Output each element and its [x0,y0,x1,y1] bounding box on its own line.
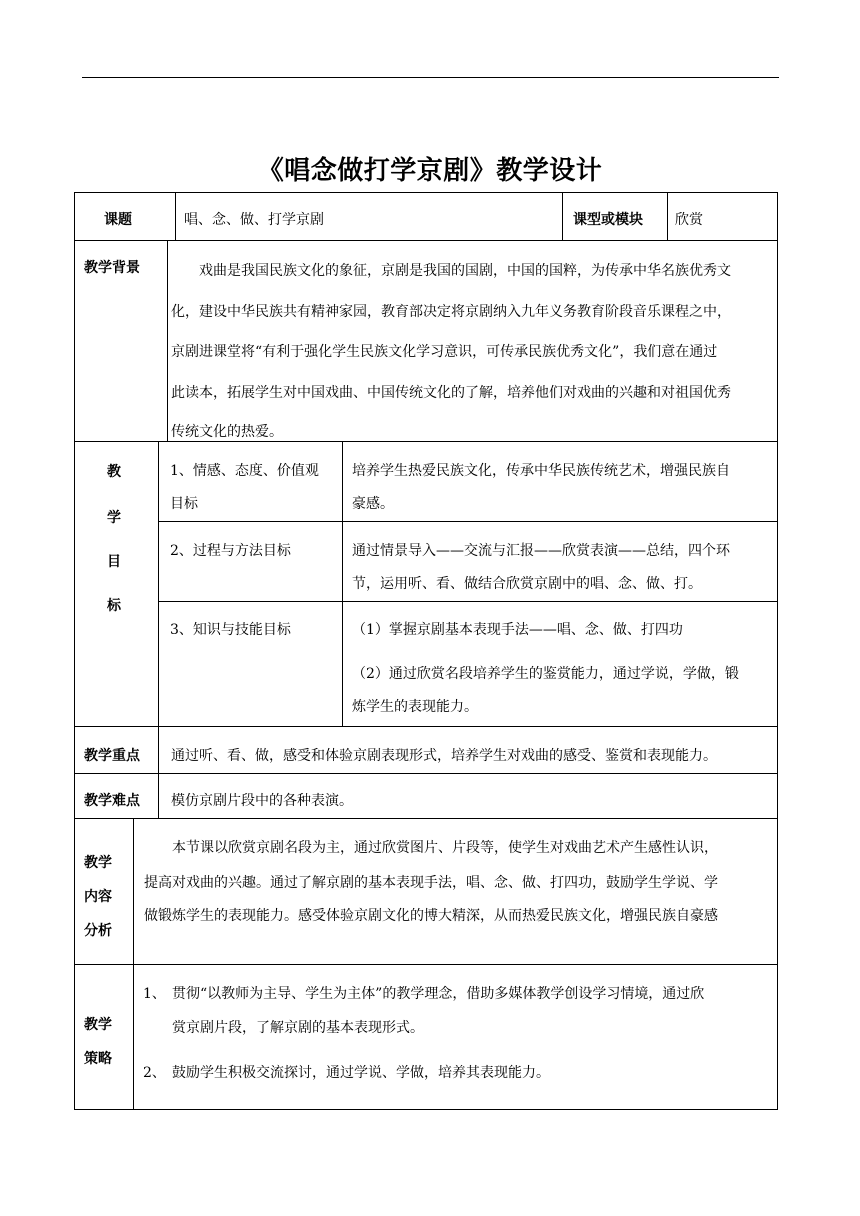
row-divider [74,726,778,727]
strategy-item-line: 赏京剧片段，了解京剧的基本表现形式。 [172,1020,424,1036]
background-line: 京剧进课堂将“有利于强化学生民族文化学习意识，可传承民族优秀文化”，我们意在通过 [171,344,718,360]
goal-desc: 炼学生的表现能力。 [352,699,478,715]
topic-value: 唱、念、做、打学京剧 [184,212,324,228]
goal-name: 目标 [170,496,198,512]
lesson-plan-table [74,192,778,1110]
key-point-label: 教学重点 [84,748,140,764]
col-divider [342,441,343,726]
course-type-label: 课型或模块 [573,212,643,228]
content-analysis-line: 本节课以欣赏京剧名段为主，通过欣赏图片、片段等，使学生对戏曲艺术产生感性认识， [172,840,718,856]
col-divider [562,192,563,240]
goal-desc: 培养学生热爱民族文化，传承中华民族传统艺术，增强民族自 [352,463,730,479]
row-divider [158,601,778,602]
col-divider [133,818,134,1110]
background-line: 此读本，拓展学生对中国戏曲、中国传统文化的了解，培养他们对戏曲的兴趣和对祖国优秀 [171,385,731,401]
goals-label-char: 学 [107,510,121,526]
col-divider [158,441,159,726]
background-line: 化，建设中华民族共有精神家园，教育部决定将京剧纳入九年义务教育阶段音乐课程之中， [171,304,731,320]
strategy-label: 教学 [84,1017,112,1033]
content-analysis-label: 分析 [84,923,112,939]
row-divider [74,773,778,774]
key-point-text: 通过听、看、做，感受和体验京剧表现形式，培养学生对戏曲的感受、鉴赏和表现能力。 [171,748,717,764]
goal-desc: 通过情景导入——交流与汇报——欣赏表演——总结，四个环 [352,543,730,559]
strategy-item-line: 鼓励学生积极交流探讨，通过学说、学做，培养其表现能力。 [172,1065,550,1081]
goal-desc: （2）通过欣赏名段培养学生的鉴赏能力，通过学说，学做，锻 [352,666,739,682]
row-divider [74,240,778,241]
col-divider [167,240,168,441]
goal-name: 1、情感、态度、价值观 [170,463,319,479]
content-analysis-line: 提高对戏曲的兴趣。通过了解京剧的基本表现手法，唱、念、做、打四功，鼓励学生学说、学 [144,875,718,891]
header-rule [82,77,779,78]
row-divider [74,818,778,819]
background-label: 教学背景 [84,260,140,276]
content-analysis-label: 内容 [84,889,112,905]
difficulty-text: 模仿京剧片段中的各种表演。 [171,793,353,809]
goals-label-char: 标 [107,598,121,614]
background-line: 传统文化的热爱。 [171,424,283,440]
col-divider [667,192,668,240]
strategy-label: 策略 [84,1051,112,1067]
strategy-item-line: 贯彻“以教师为主导、学生为主体”的教学理念，借助多媒体教学创设学习情境，通过欣 [172,986,705,1002]
content-analysis-line: 做锻炼学生的表现能力。感受体验京剧文化的博大精深，从而热爱民族文化，增强民族自豪感 [144,908,718,924]
goals-label-char: 目 [107,554,121,570]
row-divider [158,521,778,522]
strategy-item-number: 1、 [143,986,166,1002]
goal-name: 2、过程与方法目标 [170,543,291,559]
course-type-value: 欣赏 [675,212,703,228]
strategy-item-number: 2、 [143,1065,166,1081]
col-divider [158,726,159,818]
goal-desc: （1）掌握京剧基本表现手法——唱、念、做、打四功 [352,622,683,638]
page-title: 《唱念做打学京剧》教学设计 [257,156,603,186]
row-divider [74,964,778,965]
col-divider [175,192,176,240]
content-analysis-label: 教学 [84,855,112,871]
goal-name: 3、知识与技能目标 [170,622,291,638]
goal-desc: 节，运用听、看、做结合欣赏京剧中的唱、念、做、打。 [352,576,702,592]
topic-label: 课题 [104,212,132,228]
background-line: 戏曲是我国民族文化的象征，京剧是我国的国剧，中国的国粹，为传承中华名族优秀文 [199,263,731,279]
difficulty-label: 教学难点 [84,793,140,809]
goals-label-char: 教 [107,464,121,480]
goal-desc: 豪感。 [352,496,394,512]
